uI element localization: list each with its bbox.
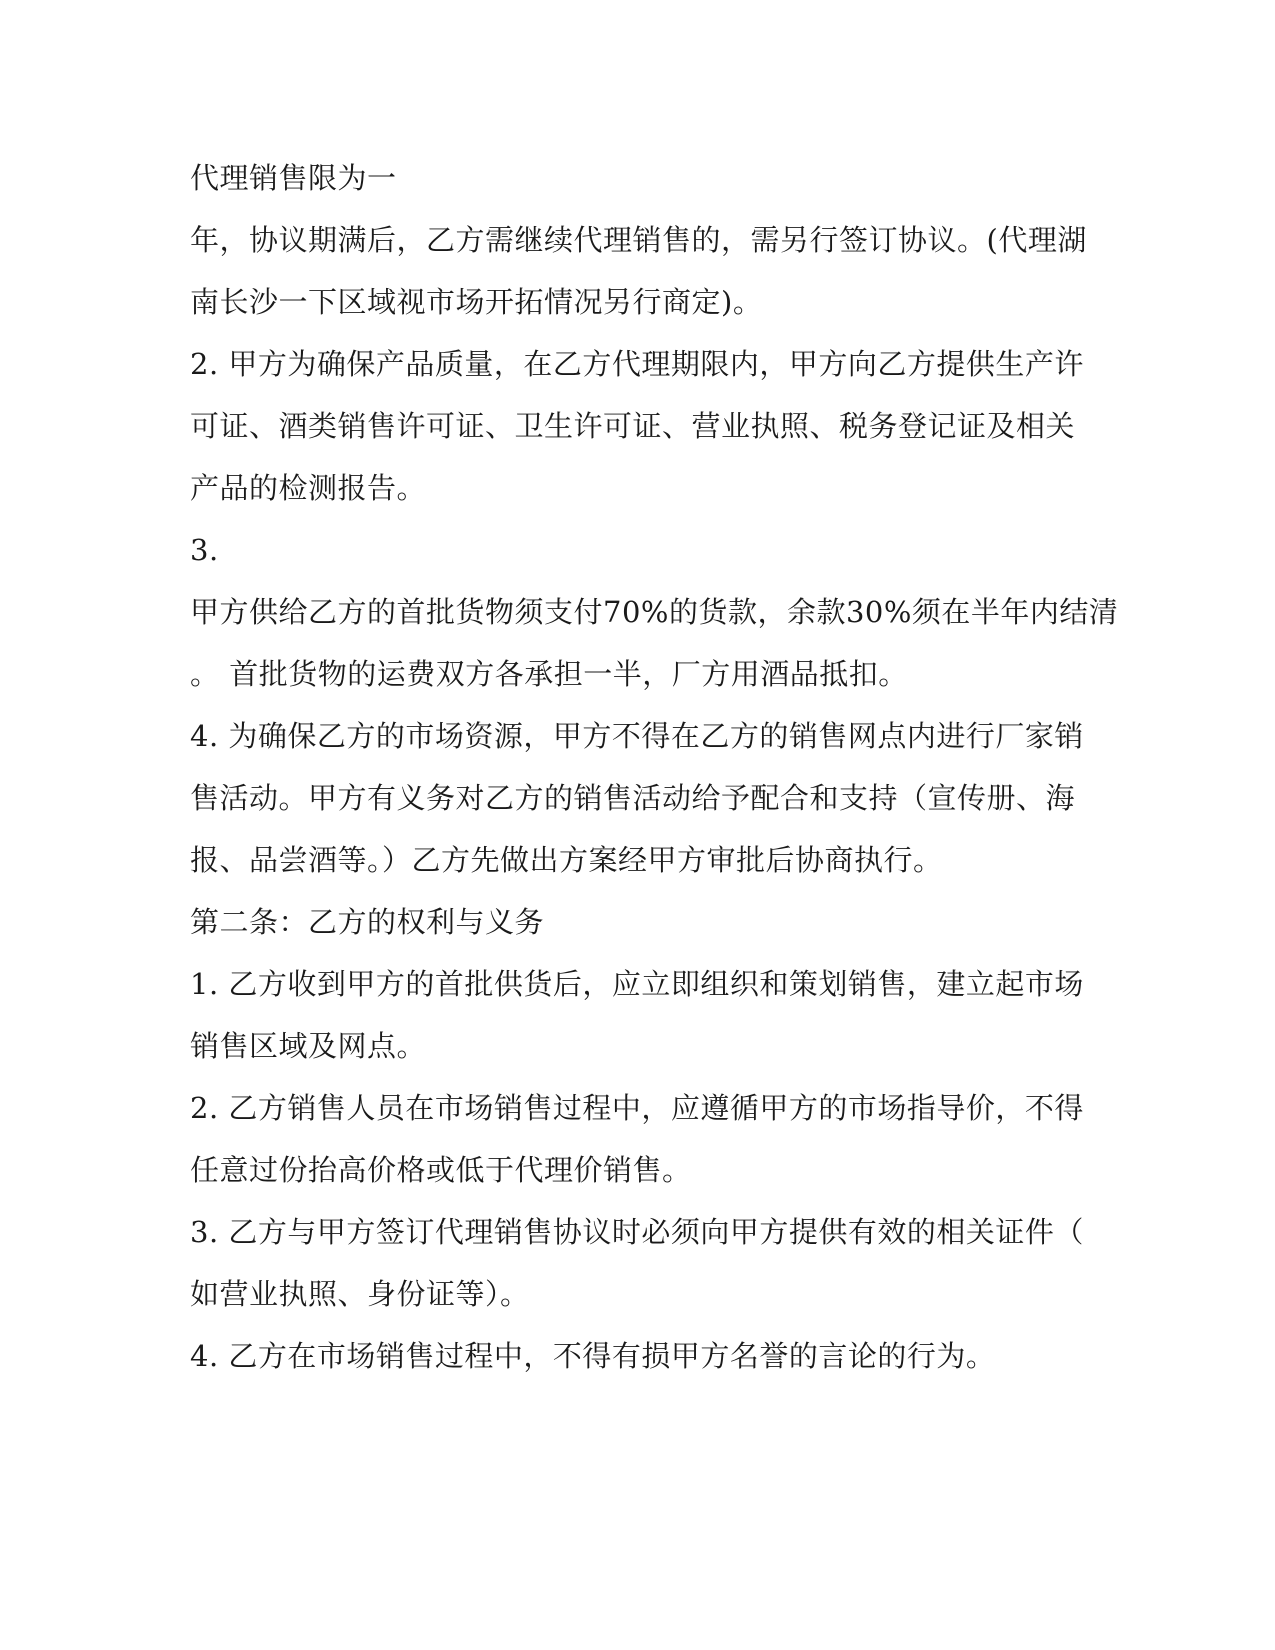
text-line: 年，协议期满后，乙方需继续代理销售的，需另行签订协议。(代理湖 (190, 223, 1087, 257)
text-line: 产品的检测报告。 (190, 471, 427, 505)
text-line: 4. 为确保乙方的市场资源，甲方不得在乙方的销售网点内进行厂家销 (190, 719, 1084, 753)
text-line: 售活动。甲方有义务对乙方的销售活动给予配合和支持（宣传册、海 (190, 781, 1076, 815)
section-heading: 第二条：乙方的权利与义务 (190, 905, 545, 939)
text-line: 代理销售限为一 (190, 161, 397, 195)
text-line: 任意过份抬高价格或低于代理价销售。 (190, 1153, 692, 1187)
text-line: 4. 乙方在市场销售过程中，不得有损甲方名誉的言论的行为。 (190, 1339, 996, 1373)
text-line: 3. 乙方与甲方签订代理销售协议时必须向甲方提供有效的相关证件（ (190, 1215, 1084, 1249)
text-line: 报、品尝酒等。）乙方先做出方案经甲方审批后协商执行。 (190, 843, 943, 877)
text-line: 1. 乙方收到甲方的首批供货后，应立即组织和策划销售，建立起市场 (190, 967, 1084, 1001)
text-line: 如营业执照、身份证等）。 (190, 1277, 530, 1311)
text-line: 可证、酒类销售许可证、卫生许可证、营业执照、税务登记证及相关 (190, 409, 1076, 443)
text-line: 销售区域及网点。 (190, 1029, 427, 1063)
text-line: 2. 甲方为确保产品质量，在乙方代理期限内，甲方向乙方提供生产许 (190, 347, 1084, 381)
text-line: 3. (190, 533, 219, 567)
text-line: 2. 乙方销售人员在市场销售过程中，应遵循甲方的市场指导价，不得 (190, 1091, 1084, 1125)
text-line: 南长沙一下区域视市场开拓情况另行商定)。 (190, 285, 763, 319)
text-line: 。 首批货物的运费双方各承担一半，厂方用酒品抵扣。 (190, 657, 908, 691)
text-line: 甲方供给乙方的首批货物须支付70%的货款，余款30%须在半年内结清 (190, 595, 1119, 629)
